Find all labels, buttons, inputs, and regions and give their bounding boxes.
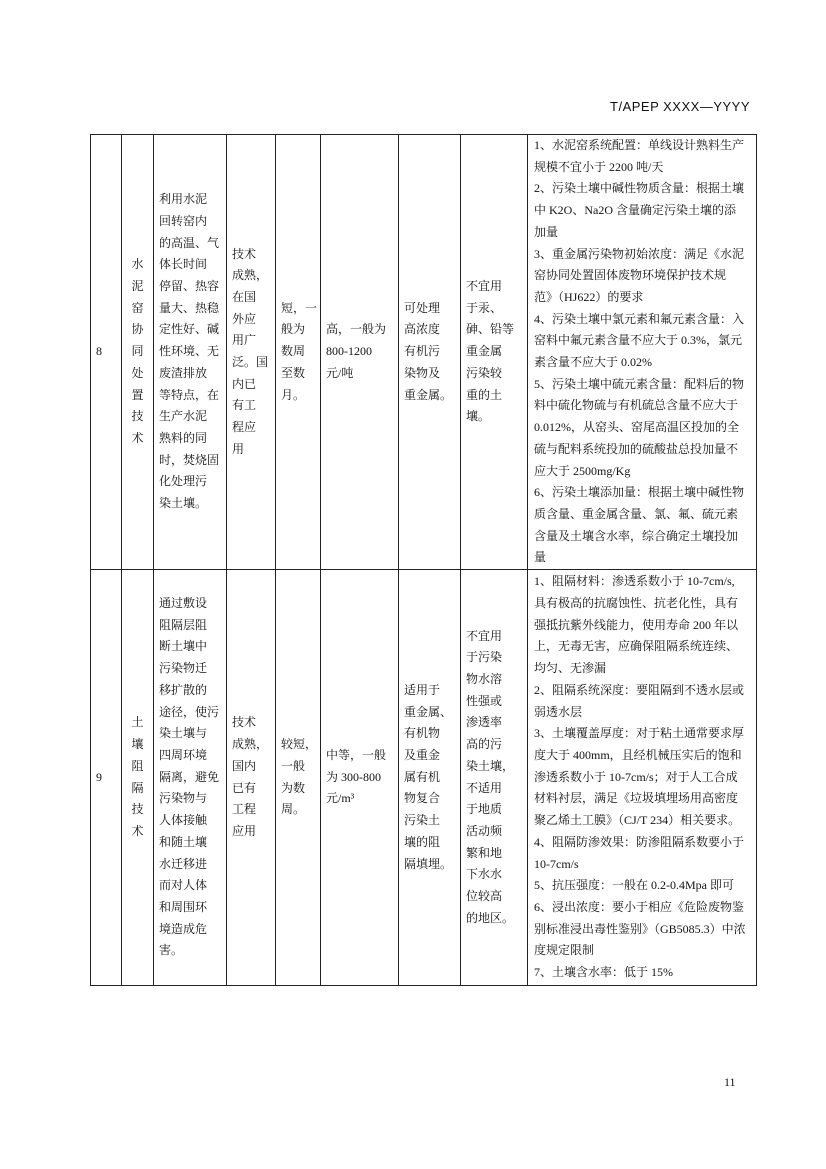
text-line: 泥: [131, 279, 144, 294]
text-line: 断土壤中: [159, 639, 208, 654]
text-line: 通过敷设: [159, 596, 208, 611]
text-line: 上，无毒无害，应确保阻隔系统连续、: [534, 639, 739, 654]
text-line: 高浓度: [404, 322, 441, 337]
text-line: 元/吨: [326, 365, 354, 380]
text-line: 物水溶: [466, 672, 503, 687]
text-line: 均匀、无渗漏: [534, 661, 607, 676]
text-line: 境造成危: [159, 921, 208, 936]
text-line: 用: [232, 441, 245, 456]
text-line: 规模不宜小于 2200 吨/天: [534, 159, 664, 174]
text-line: 量大、热稳: [159, 300, 220, 315]
principle: [154, 570, 227, 986]
text-line: 四周环境: [159, 748, 208, 762]
text-line: 渗透率: [466, 715, 503, 730]
text-line: 壤的阻: [404, 834, 441, 849]
text-line: 月。: [281, 387, 306, 402]
table-row: [91, 135, 757, 570]
text-line: 2、污染土壤中碱性物质含量：根据土壤: [534, 181, 745, 196]
requirements: [528, 135, 757, 570]
applicability: [399, 570, 461, 986]
text-line: 窑协同处置固体废物环境保护技术规: [534, 268, 727, 283]
text-line: 内已: [232, 376, 257, 391]
text-line: 熟料的同: [159, 430, 208, 445]
text-line: 协: [131, 322, 144, 337]
text-line: 隔填埋。: [404, 856, 453, 871]
text-line: 成熟，: [232, 268, 269, 283]
text-line: 利用水泥: [159, 192, 208, 207]
technology-name: [122, 570, 154, 986]
text-line: 于地质: [466, 802, 503, 817]
text-line: 繁和地: [466, 845, 503, 860]
text-line: 为 300-800: [326, 769, 381, 784]
text-line: 应大于 2500mg/Kg: [534, 463, 631, 478]
text-line: 至数: [281, 365, 306, 380]
text-line: 定性好、碱: [159, 322, 220, 337]
text-line: 污染物迁: [159, 661, 208, 676]
text-line: 技术: [232, 715, 257, 730]
text-line: 适用于: [404, 682, 441, 697]
text-line: 数周: [281, 344, 306, 359]
text-line: 10-7cm/s: [534, 856, 579, 871]
text-line: 7、土壤含水率：低于 15%: [534, 965, 673, 980]
text-line: 强抵抗紫外线能力，使用寿命 200 年以: [534, 617, 739, 632]
document-code-header: T/APEP XXXX—YYYY: [610, 99, 750, 114]
text-line: 等特点，在: [159, 387, 220, 402]
text-line: 隔: [131, 780, 144, 795]
row-number: [91, 135, 122, 570]
text-line: 染物及: [404, 365, 441, 380]
text-line: 3、重金属污染物初始浓度：满足《水泥: [534, 246, 745, 261]
text-line: 于汞、: [466, 300, 503, 315]
text-line: 已有: [232, 780, 257, 795]
text-line: 途径，使污: [159, 704, 220, 719]
text-line: 程应: [232, 420, 257, 435]
text-line: 停留、热容: [159, 279, 220, 294]
text-line: 隔离，避免: [159, 769, 220, 784]
text-line: 6、污染土壤添加量：根据土壤中碱性物: [534, 485, 745, 500]
text-line: 量: [534, 550, 547, 565]
text-line: 壤: [131, 737, 144, 752]
text-line: 置: [131, 387, 144, 402]
text-line: 水: [131, 257, 144, 272]
text-line: 污染较: [466, 365, 503, 380]
text-line: 技术: [232, 246, 257, 261]
text-line: 不适用: [466, 780, 503, 795]
text-line: 用广: [232, 333, 257, 348]
duration: [276, 570, 321, 986]
text-line: 800-1200: [326, 344, 372, 359]
text-line: 2、阻隔系统深度：要阻隔到不透水层或: [534, 682, 745, 697]
text-line: 外应: [232, 311, 257, 326]
maturity: [227, 570, 276, 986]
requirements: [528, 570, 757, 986]
text-line: 时，焚烧固: [159, 452, 220, 467]
table-row: [91, 570, 757, 986]
text-line: 性强或: [466, 693, 503, 708]
text-line: 可处理: [404, 300, 441, 315]
text-line: 术: [131, 823, 144, 838]
text-line: 国内: [232, 758, 257, 773]
text-line: 术: [131, 430, 144, 445]
text-line: 8: [96, 344, 102, 359]
text-line: 和周围环: [159, 899, 208, 914]
text-line: 4、污染土壤中氯元素和氟元素含量：入: [534, 311, 745, 326]
text-line: 性环境、无: [159, 344, 220, 359]
text-line: 质含量、重金属含量、氯、氟、硫元素: [534, 506, 739, 521]
text-line: 重金属: [466, 344, 503, 359]
text-line: 土: [131, 715, 144, 730]
text-line: 阻隔层阻: [159, 617, 208, 632]
text-line: 4、阻隔防渗效果：防渗阻隔系数要小于: [534, 834, 745, 849]
text-line: 化处理污: [159, 474, 208, 489]
cost: [321, 135, 399, 570]
text-line: 元/m³: [326, 791, 355, 806]
text-line: 有机污: [404, 344, 441, 359]
cost: [321, 570, 399, 986]
text-line: 别标准浸出毒性鉴别》（GB5085.3）中浓: [534, 921, 746, 936]
text-line: 染土壤与: [159, 726, 208, 741]
text-line: 中 K2O、Na2O 含量确定污染土壤的添: [534, 203, 736, 218]
text-line: 范》（HJ622）的要求: [534, 289, 644, 304]
technology-table: [90, 134, 757, 986]
page-number: 11: [724, 1075, 736, 1089]
text-line: 5、抗压强度：一般在 0.2-0.4Mpa 即可: [534, 878, 734, 893]
text-line: 生产水泥: [159, 409, 208, 424]
text-line: 加量: [534, 224, 559, 239]
text-line: 阻: [131, 758, 144, 773]
text-line: 有机物: [404, 726, 441, 741]
text-line: 聚乙烯土工膜》（CJ/T 234）相关要求。: [534, 813, 741, 828]
text-line: 材料衬层，满足《垃圾填埋场用高密度: [534, 791, 739, 806]
text-line: 回转窑内: [159, 213, 208, 228]
text-line: 成熟，: [232, 737, 269, 752]
text-line: 水迁移进: [159, 856, 208, 871]
text-line: 体长时间: [159, 257, 208, 272]
row-number: [91, 570, 122, 986]
text-line: 重金属、: [404, 704, 453, 719]
text-line: 6、浸出浓度：要小于相应《危险废物鉴: [534, 899, 745, 914]
text-line: 高的污: [466, 737, 503, 752]
text-line: 和随土壤: [159, 834, 208, 849]
text-line: 重金属。: [404, 387, 453, 402]
text-line: 处: [131, 365, 144, 380]
text-line: 的高温、气: [159, 235, 220, 250]
text-line: 位较高: [466, 889, 503, 904]
text-line: 不宜用: [466, 279, 503, 294]
maturity: [227, 135, 276, 570]
text-line: 有工: [232, 398, 257, 413]
text-line: 弱透水层: [534, 704, 583, 719]
text-line: 渗透系数小于 10-7cm/s；对于人工合成: [534, 769, 738, 784]
text-line: 工程: [232, 802, 257, 817]
text-line: 物复合: [404, 791, 441, 806]
text-line: 9: [96, 769, 102, 784]
text-line: 度大于 400mm，且经机械压实后的饱和: [534, 748, 742, 762]
text-line: 下水水: [466, 867, 503, 882]
text-line: 人体接触: [159, 813, 208, 828]
text-line: 技: [131, 409, 144, 424]
text-line: 技: [131, 802, 144, 817]
text-line: 的地区。: [466, 910, 515, 925]
text-line: 染土壤，: [466, 758, 515, 773]
text-line: 较短，: [281, 737, 318, 752]
applicability: [399, 135, 461, 570]
text-line: 中等，一般: [326, 748, 387, 762]
text-line: 属有机: [404, 769, 441, 784]
text-line: 染土壤。: [159, 496, 208, 511]
text-line: 含量及土壤含水率，综合确定土壤投加: [534, 528, 739, 543]
text-line: 料中硫化物硫与有机硫总含量不应大于: [534, 398, 739, 413]
principle: [154, 135, 227, 570]
text-line: 1、水泥窑系统配置：单线设计熟料生产: [534, 138, 745, 152]
limitations: [461, 570, 528, 986]
duration: [276, 135, 321, 570]
text-line: 泛。国: [232, 355, 269, 370]
text-line: 污染土: [404, 813, 441, 828]
text-line: 重的土: [466, 387, 503, 402]
technology-name: [122, 135, 154, 570]
text-line: 应用: [232, 823, 257, 838]
text-line: 及重金: [404, 748, 441, 762]
text-line: 窑料中氟元素含量不应大于 0.3%，氯元: [534, 333, 742, 348]
text-line: 周。: [281, 802, 306, 817]
text-line: 污染物与: [159, 791, 208, 806]
text-line: 于污染: [466, 650, 503, 665]
text-line: 移扩散的: [159, 682, 208, 697]
text-line: 壤。: [466, 409, 491, 424]
text-line: 废渣排放: [159, 365, 208, 380]
text-line: 3、土壤覆盖厚度：对于粘土通常要求厚: [534, 726, 745, 741]
text-line: 5、污染土壤中硫元素含量：配料后的物: [534, 376, 745, 391]
text-line: 砷、铅等: [466, 322, 515, 337]
text-line: 具有极高的抗腐蚀性、抗老化性，具有: [534, 596, 739, 611]
text-line: 度规定限制: [534, 943, 595, 958]
text-line: 般为: [281, 322, 306, 337]
text-line: 活动频: [466, 823, 503, 838]
text-line: 1、阻隔材料：渗透系数小于 10-7cm/s,: [534, 574, 735, 589]
text-line: 在国: [232, 289, 257, 304]
text-line: 不宜用: [466, 628, 503, 643]
text-line: 而对人体: [159, 878, 208, 893]
text-line: 同: [131, 344, 144, 359]
text-line: 高，一般为: [326, 322, 387, 337]
text-line: 害。: [159, 943, 184, 958]
limitations: [461, 135, 528, 570]
text-line: 一般: [281, 758, 306, 773]
text-line: 0.012%，从窑头、窑尾高温区投加的全: [534, 420, 739, 435]
text-line: 硫与配料系统投加的硫酸盐总投加量不: [534, 441, 739, 456]
text-line: 短，一: [281, 300, 318, 315]
text-line: 素含量不应大于 0.02%: [534, 355, 652, 370]
text-line: 为数: [281, 780, 306, 795]
text-line: 窑: [131, 300, 144, 315]
